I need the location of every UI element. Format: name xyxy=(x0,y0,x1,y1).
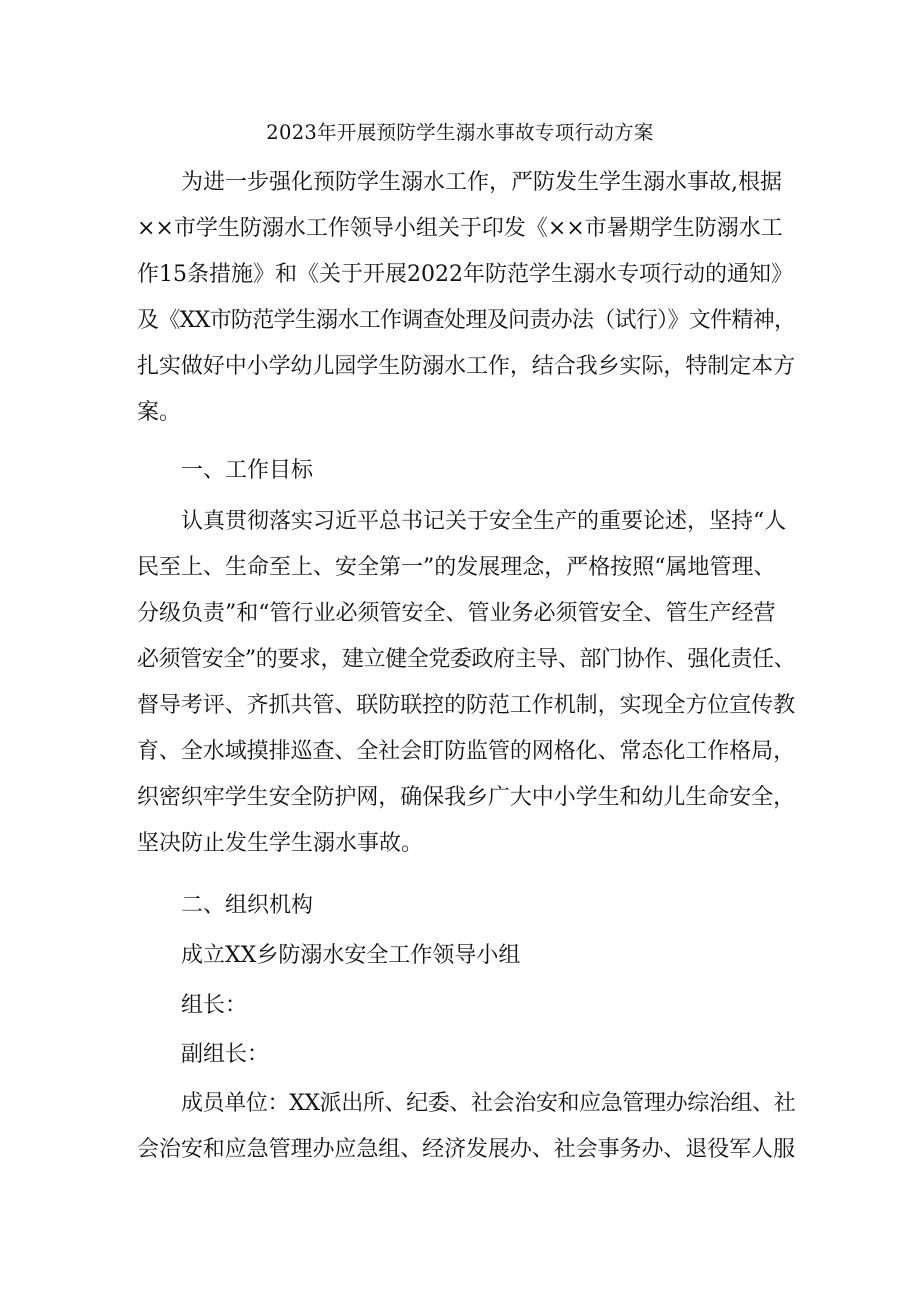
document-title: 2023年开展预防学生溺水事故专项行动方案 xyxy=(266,121,654,144)
leader-label: 组长： xyxy=(181,993,248,1018)
section1-heading: 一、工作目标 xyxy=(181,458,314,483)
section2-heading: 二、组织机构 xyxy=(181,893,314,918)
section1-line-1: 认真贯彻落实习近平总书记关于安全生产的重要论述，坚持“人 xyxy=(181,509,787,534)
intro-line-5: 扎实做好中小学幼儿园学生防溺水工作，结合我乡实际，特制定本方 xyxy=(137,354,796,379)
intro-line-6: 案。 xyxy=(137,400,182,425)
intro-line-1: 为进一步强化预防学生溺水工作，严防发生学生溺水事故,根据 xyxy=(181,170,782,195)
section1-line-6: 育、全水域摸排巡查、全社会盯防监管的网格化、常态化工作格局， xyxy=(137,739,796,764)
section1-line-8: 坚决防止发生学生溺水事故。 xyxy=(137,831,424,856)
section1-line-3: 分级负责”和“管行业必须管安全、管业务必须管安全、管生产经营 xyxy=(137,601,776,626)
section1-line-2: 民至上、生命至上、安全第一”的发展理念，严格按照“属地管理、 xyxy=(137,555,776,580)
deputy-label: 副组长： xyxy=(181,1042,270,1067)
intro-line-4: 及《XX市防范学生溺水工作调查处理及问责办法（试行）》文件精神， xyxy=(137,308,796,333)
members-line-1: 成员单位：XX派出所、纪委、社会治安和应急管理办综治组、社 xyxy=(181,1091,796,1116)
section1-line-4: 必须管安全”的要求，建立健全党委政府主导、部门协作、强化责任、 xyxy=(137,647,796,672)
section1-line-5: 督导考评、齐抓共管、联防联控的防范工作机制，实现全方位宣传教 xyxy=(137,693,796,718)
section2-intro: 成立XX乡防溺水安全工作领导小组 xyxy=(181,943,521,968)
section1-line-7: 织密织牢学生安全防护网，确保我乡广大中小学生和幼儿生命安全， xyxy=(137,785,796,810)
intro-line-3: 作15条措施》和《关于开展2022年防范学生溺水专项行动的通知》 xyxy=(137,262,793,287)
intro-line-2: ××市学生防溺水工作领导小组关于印发《××市暑期学生防溺水工 xyxy=(137,216,783,241)
members-line-2: 会治安和应急管理办应急组、经济发展办、社会事务办、退役军人服 xyxy=(137,1137,796,1162)
